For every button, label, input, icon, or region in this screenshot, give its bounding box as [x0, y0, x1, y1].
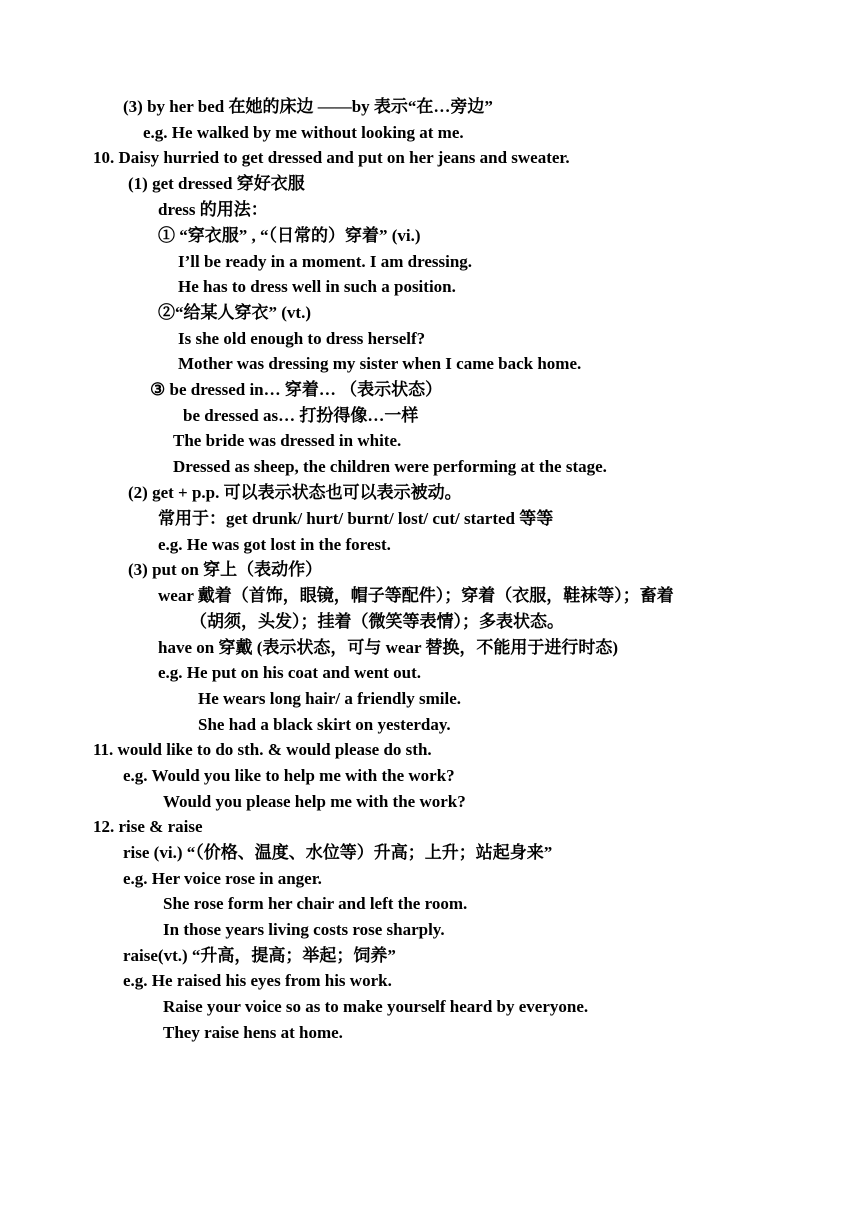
- text-line: He has to dress well in such a position.: [178, 277, 456, 296]
- text-line: (3) by her bed 在她的床边 ——by 表示“在…旁边”: [123, 97, 493, 116]
- text-line: They raise hens at home.: [163, 1023, 343, 1042]
- text-line: (3) put on 穿上（表动作）: [128, 560, 323, 579]
- text-line: The bride was dressed in white.: [173, 431, 402, 450]
- text-line: (2) get + p.p. 可以表示状态也可以表示被动。: [128, 483, 462, 502]
- text-line: 10. Daisy hurried to get dressed and put on her jeans and sweater.: [93, 148, 570, 167]
- text-line: Would you please help me with the work?: [163, 792, 466, 811]
- text-line: She rose form her chair and left the room.: [163, 894, 468, 913]
- text-line: I’ll be ready in a moment. I am dressing.: [178, 252, 473, 271]
- text-line: ②“给某人穿衣” (vt.): [158, 303, 311, 322]
- text-line: raise(vt.) “升高，提高；举起；饲养”: [123, 946, 396, 965]
- text-line: wear 戴着（首饰，眼镜，帽子等配件）；穿着（衣服，鞋袜等）；畜着: [158, 586, 674, 605]
- text-line: e.g. He walked by me without looking at me.: [143, 123, 464, 142]
- text-line: dress 的用法：: [158, 200, 268, 219]
- text-line: (1) get dressed 穿好衣服: [128, 174, 305, 193]
- text-line: have on 穿戴 (表示状态，可与 wear 替换，不能用于进行时态): [158, 638, 619, 657]
- text-line: Is she old enough to dress herself?: [178, 329, 426, 348]
- text-line: Dressed as sheep, the children were performing at the stage.: [173, 457, 607, 476]
- text-line: He wears long hair/ a friendly smile.: [198, 689, 462, 708]
- text-line: 11. would like to do sth. & would please do sth.: [93, 740, 432, 759]
- text-line: 12. rise & raise: [93, 817, 203, 836]
- text-line: be dressed as… 打扮得像…一样: [183, 406, 419, 425]
- text-line: In those years living costs rose sharply.: [163, 920, 445, 939]
- text-line: She had a black skirt on yesterday.: [198, 715, 451, 734]
- text-line: 常用于：get drunk/ hurt/ burnt/ lost/ cut/ started 等等: [158, 509, 554, 528]
- text-line: ① “穿衣服” , “（日常的）穿着” (vi.): [158, 226, 421, 245]
- text-line: e.g. He put on his coat and went out.: [158, 663, 422, 682]
- text-line: e.g. Her voice rose in anger.: [123, 869, 322, 888]
- text-line: Mother was dressing my sister when I came back home.: [178, 354, 582, 373]
- text-line: e.g. He was got lost in the forest.: [158, 535, 391, 554]
- text-line: e.g. He raised his eyes from his work.: [123, 971, 392, 990]
- text-line: （胡须，头发）；挂着（微笑等表情）；多表状态。: [190, 612, 564, 631]
- text-line: rise (vi.) “（价格、温度、水位等）升高；上升；站起身来”: [123, 843, 553, 862]
- text-line: e.g. Would you like to help me with the work?: [123, 766, 455, 785]
- text-line: Raise your voice so as to make yourself heard by everyone.: [163, 997, 589, 1016]
- text-line: ③ be dressed in… 穿着… （表示状态）: [150, 380, 443, 399]
